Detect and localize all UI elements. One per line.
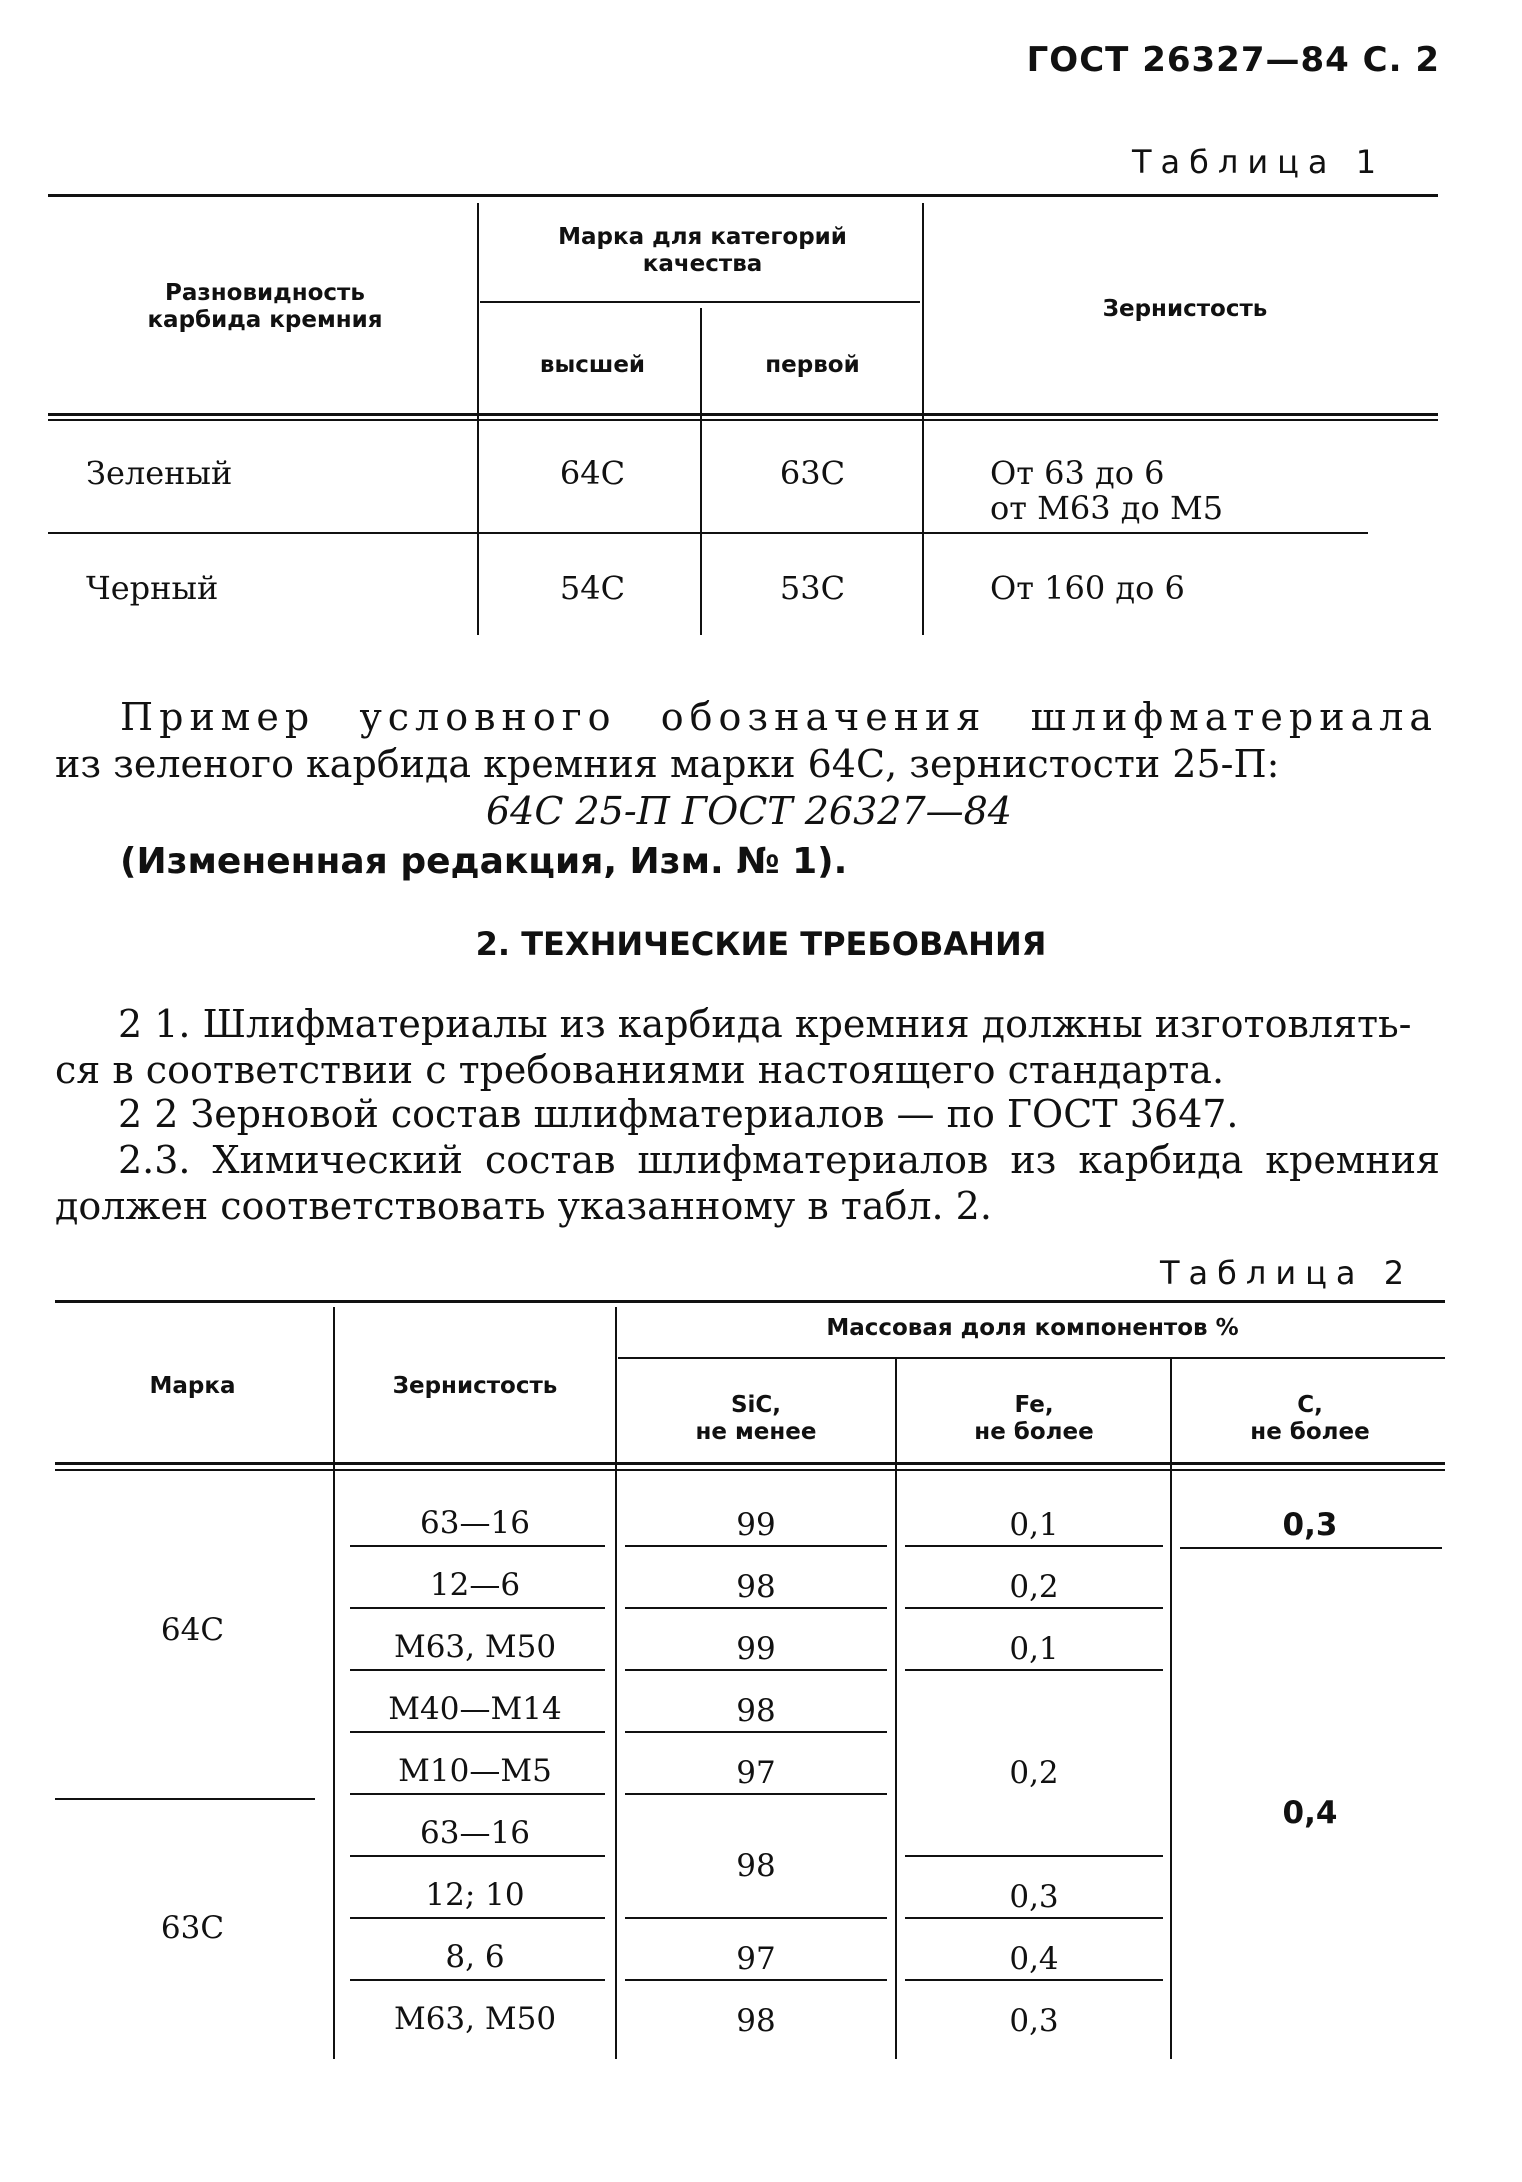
table2-grain-rule-1	[350, 1545, 605, 1547]
example-designation: 64С 25-П ГОСТ 26327—84	[486, 789, 1012, 833]
table2-fe-5: 0,3	[1009, 1879, 1059, 1915]
table2-grade-63c: 63С	[160, 1910, 225, 1946]
table2-fe-rule-5	[905, 1917, 1163, 1919]
para-2-2: 2 2 Зерновой состав шлифматериалов — по ГОСТ 3647.	[118, 1092, 1239, 1136]
table2-grade-divider	[55, 1798, 315, 1800]
table2-grain-rule-4	[350, 1731, 605, 1733]
table2-sic-2: 98	[736, 1569, 776, 1605]
table1-vrule-3	[922, 203, 924, 635]
table1-header-rule-2	[48, 419, 1438, 421]
table2-sic-8: 98	[736, 2003, 776, 2039]
table2-header-grade: Марка	[149, 1373, 236, 1399]
table2-sic-rule-3	[625, 1669, 887, 1671]
table2-header-sic: SiC, не менее	[695, 1392, 817, 1445]
table2-fe-rule-2	[905, 1607, 1163, 1609]
table2-grain-rule-6	[350, 1855, 605, 1857]
table2-sic-rule-5	[625, 1793, 887, 1795]
table2-grain-rule-7	[350, 1917, 605, 1919]
table2-c-2: 0,4	[1282, 1795, 1338, 1831]
table2-fe-7: 0,3	[1009, 2003, 1059, 2039]
table2-grain-9: М63, М50	[393, 2001, 557, 2037]
table2-fe-rule-4	[905, 1855, 1163, 1857]
table1-row2-grain-1: От 160 до 6	[990, 569, 1185, 607]
table2-fe-rule-1	[905, 1545, 1163, 1547]
table2-header-grain: Зернистость	[392, 1373, 558, 1399]
table2-grain-1: 63—16	[420, 1505, 530, 1541]
section-title: 2. ТЕХНИЧЕСКИЕ ТРЕБОВАНИЯ	[475, 925, 1047, 963]
table2-grain-4: М40—М14	[388, 1691, 562, 1727]
table2-grain-2: 12—6	[429, 1567, 521, 1603]
table1-vrule-1	[477, 203, 479, 635]
table2-group-rule	[618, 1357, 1445, 1359]
page-header: ГОСТ 26327—84 С. 2	[1026, 40, 1440, 80]
table2-grain-8: 8, 6	[445, 1939, 505, 1975]
table2-fe-6: 0,4	[1009, 1941, 1059, 1977]
table1-row1-grain-1: От 63 до 6	[990, 454, 1165, 492]
table1-row1-variety: Зеленый	[86, 454, 233, 492]
table2-sic-5: 97	[736, 1755, 776, 1791]
table2-header-rule-2	[55, 1469, 1445, 1471]
table2-c-1: 0,3	[1282, 1507, 1338, 1543]
table2-fe-3: 0,1	[1009, 1631, 1059, 1667]
table1-row1-highest: 64С	[559, 454, 626, 492]
table2-sic-rule-7	[625, 1979, 887, 1981]
para-2-1-line-2: ся в соответствии с требованиями настоящего стандарта.	[55, 1048, 1225, 1092]
table2-grain-rule-5	[350, 1793, 605, 1795]
table2-fe-rule-6	[905, 1979, 1163, 1981]
table2-grain-5: М10—М5	[398, 1753, 552, 1789]
table2-header-rule	[55, 1462, 1445, 1465]
table2-top-rule	[55, 1300, 1445, 1303]
table2-sic-1: 99	[736, 1507, 776, 1543]
table1-header-rule	[48, 413, 1438, 416]
table2-vrule-2	[615, 1307, 617, 2059]
table2-sic-rule-1	[625, 1545, 887, 1547]
table2-grain-rule-8	[350, 1979, 605, 1981]
table2-sic-rule-4	[625, 1731, 887, 1733]
table1-header-highest: высшей	[539, 352, 646, 378]
table2-sic-6: 98	[736, 1848, 776, 1884]
table2-grain-6: 63—16	[420, 1815, 530, 1851]
table1-header-grade-group: Марка для категорий качества	[558, 224, 847, 277]
table2-fe-1: 0,1	[1009, 1507, 1059, 1543]
para-2-1-line-1: 2 1. Шлифматериалы из карбида кремния должны изготовлять-	[118, 1002, 1412, 1046]
table1-group-rule	[480, 301, 920, 303]
table1-header-variety: Разновидность карбида кремния	[147, 280, 383, 333]
table2-vrule-1	[333, 1307, 335, 2059]
table2-c-rule-1	[1180, 1547, 1442, 1549]
table2-grain-7: 12; 10	[425, 1877, 525, 1913]
table1-row1-grain-2: от М63 до М5	[990, 489, 1224, 527]
table2-grain-3: М63, М50	[393, 1629, 557, 1665]
table2-vrule-4	[1170, 1357, 1172, 2059]
table1-header-grain: Зернистость	[1102, 296, 1268, 322]
table1-header-first: первой	[765, 352, 860, 378]
table1-caption: Таблица 1	[1132, 143, 1386, 181]
table1-row-rule	[48, 532, 1368, 534]
table2-sic-4: 98	[736, 1693, 776, 1729]
table2-fe-2: 0,2	[1009, 1569, 1059, 1605]
table2-caption: Таблица 2	[1160, 1254, 1414, 1292]
table2-header-c: C, не более	[1250, 1392, 1370, 1445]
table2-sic-rule-6	[625, 1917, 887, 1919]
table2-sic-3: 99	[736, 1631, 776, 1667]
table2-grain-rule-3	[350, 1669, 605, 1671]
table1-top-rule	[48, 194, 1438, 197]
table2-sic-rule-2	[625, 1607, 887, 1609]
table2-fe-rule-3	[905, 1669, 1163, 1671]
table2-fe-4: 0,2	[1009, 1755, 1059, 1791]
table1-row1-first: 63С	[779, 454, 846, 492]
table2-grain-rule-2	[350, 1607, 605, 1609]
table2-vrule-3	[895, 1357, 897, 2059]
example-line-1: Пример условного обозначения шлифматериала	[120, 695, 1438, 739]
table2-grade-64c: 64С	[160, 1612, 225, 1648]
para-2-3-line-2: должен соответствовать указанному в табл. 2.	[55, 1184, 992, 1228]
table1-vrule-2	[700, 308, 702, 635]
example-line-2: из зеленого карбида кремния марки 64С, зернистости 25-П:	[55, 742, 1280, 786]
para-2-3-line-1: 2.3. Химический состав шлифматериалов из карбида кремния	[118, 1138, 1440, 1182]
table1-row2-first: 53С	[779, 569, 846, 607]
table1-row2-highest: 54С	[559, 569, 626, 607]
table2-header-fe: Fe, не более	[974, 1392, 1094, 1445]
table2-header-mass-fraction: Массовая доля компонентов %	[826, 1315, 1239, 1341]
amendment-note: (Измененная редакция, Изм. № 1).	[120, 841, 848, 882]
table1-row2-variety: Черный	[86, 569, 219, 607]
table2-sic-7: 97	[736, 1941, 776, 1977]
